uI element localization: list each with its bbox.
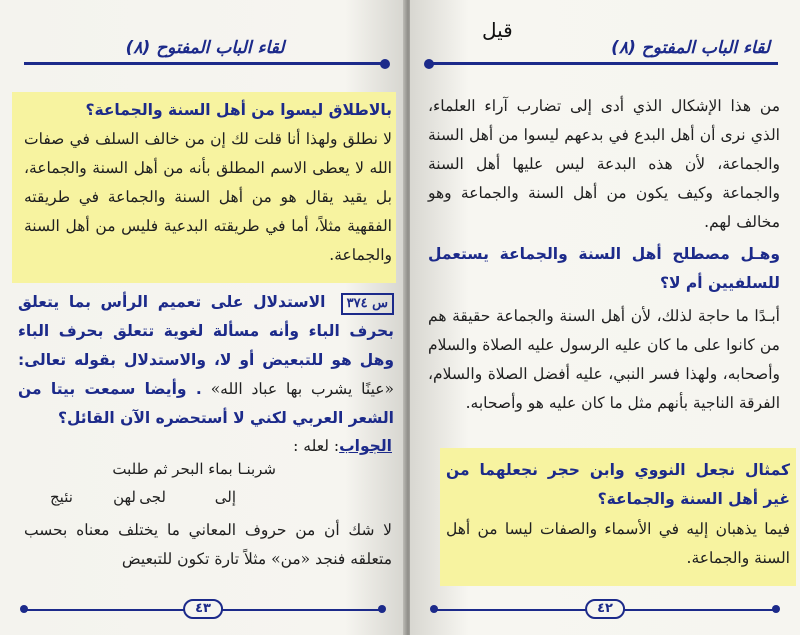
question-374-continuation: . وأيضا سمعت بيتا من الشعر العربي لكني لا أستحضره الآن القائل؟ bbox=[18, 380, 394, 427]
right-page-header bbox=[428, 38, 778, 65]
question-number-badge: س ٣٧٤ bbox=[341, 293, 394, 315]
footer-ornament-left bbox=[430, 605, 438, 613]
question-374 bbox=[18, 288, 394, 433]
footer-ornament-right bbox=[378, 605, 386, 613]
header-ornament bbox=[380, 59, 390, 69]
header-ornament bbox=[424, 59, 434, 69]
right-page bbox=[410, 0, 800, 635]
running-title: لقاء الباب المفتوح (٨) bbox=[611, 38, 770, 58]
poem-word-2: لجى bbox=[139, 488, 166, 506]
paragraph-1: من هذا الإشكال الذي أدى إلى تضارب آراء العلماء، الذي نرى أن أهل البدع في بدعهم ليسوا من أهل السنة والجماعة، لأن هذه البدعة ليس عليها أهل السنة والجماعة وكيف يكون من أهل السنة والجماعة وهو مخالف لهم. bbox=[428, 97, 780, 231]
poem-word-1: إلى bbox=[214, 488, 236, 506]
left-page-header bbox=[24, 38, 386, 65]
final-paragraph: لا شك أن من حروف المعاني ما يختلف معناه بحسب متعلقه فنجد «من» مثلاً تارة تكون للتبعيض bbox=[24, 521, 392, 568]
question-text: بالاطلاق ليسوا من أهل السنة والجماعة؟ bbox=[85, 101, 392, 119]
footer-ornament-left bbox=[20, 605, 28, 613]
question-374-text: الاستدلال على تعميم الرأس بما يتعلق بحرف الباء وأنه مسألة لغوية تتعلق بحرف الباء وهل هو للتبعيض أو لا، والاستدلال بقوله تعالى: bbox=[18, 293, 394, 369]
page-number: ٤٢ bbox=[585, 599, 625, 619]
right-page-footer bbox=[434, 601, 776, 619]
poem-word-4: نئيج bbox=[50, 488, 73, 506]
left-page-footer bbox=[24, 601, 382, 619]
question-3-text: كمثال نجعل النووي وابن حجر نجعلهما من غير أهل السنة والجماعة؟ bbox=[446, 461, 790, 508]
question-2-text: وهـل مصطلح أهل السنة والجماعة يستعمل للسلفيين أم لا؟ bbox=[428, 245, 780, 292]
handwritten-annotation: قيل bbox=[482, 18, 513, 42]
answer-label: الجواب bbox=[339, 437, 392, 455]
verse-quote: «عينًا يشرب بها عباد الله» bbox=[210, 380, 394, 398]
answer-2: أبـدًا ما حاجة لذلك، لأن أهل السنة والجماعة حقيقة هم من كانوا على ما كان عليه الرسول عليه الصلاة والسلام وأصحابه، ولهذا فسر النبي، عليه أفضل الصلاة والسلام، الفرقة الناجية بأنهم مثل ما كان عليه هو وأصحابه. bbox=[428, 307, 780, 412]
poem-word-3: لهن bbox=[113, 488, 136, 506]
question-2 bbox=[428, 240, 780, 298]
question-top bbox=[24, 96, 392, 125]
footer-ornament-right bbox=[772, 605, 780, 613]
poem-line-1: شربنـا بماء البحر ثم طلبت bbox=[112, 460, 276, 478]
answer-top: لا نطلق ولهذا أنا قلت لك إن من خالف السلف في صفات الله لا يعطى الاسم المطلق بأنه من أهل السنة والجماعة، بل يقيد يقال هو من أهل السنة والجماعة في طريقته الفقهية مثلاً، أما في طريقته البدعية فليس من أهل السنة والجماعة. bbox=[24, 130, 392, 264]
question-3 bbox=[446, 456, 790, 514]
page-number: ٤٣ bbox=[183, 599, 223, 619]
running-title: لقاء الباب المفتوح (٨) bbox=[125, 38, 285, 58]
answer-3: فيما يذهبان إليه في الأسماء والصفات ليسا من أهل السنة والجماعة. bbox=[446, 520, 790, 567]
answer-intro-line bbox=[24, 432, 392, 461]
answer-intro: : لعله : bbox=[293, 437, 340, 455]
